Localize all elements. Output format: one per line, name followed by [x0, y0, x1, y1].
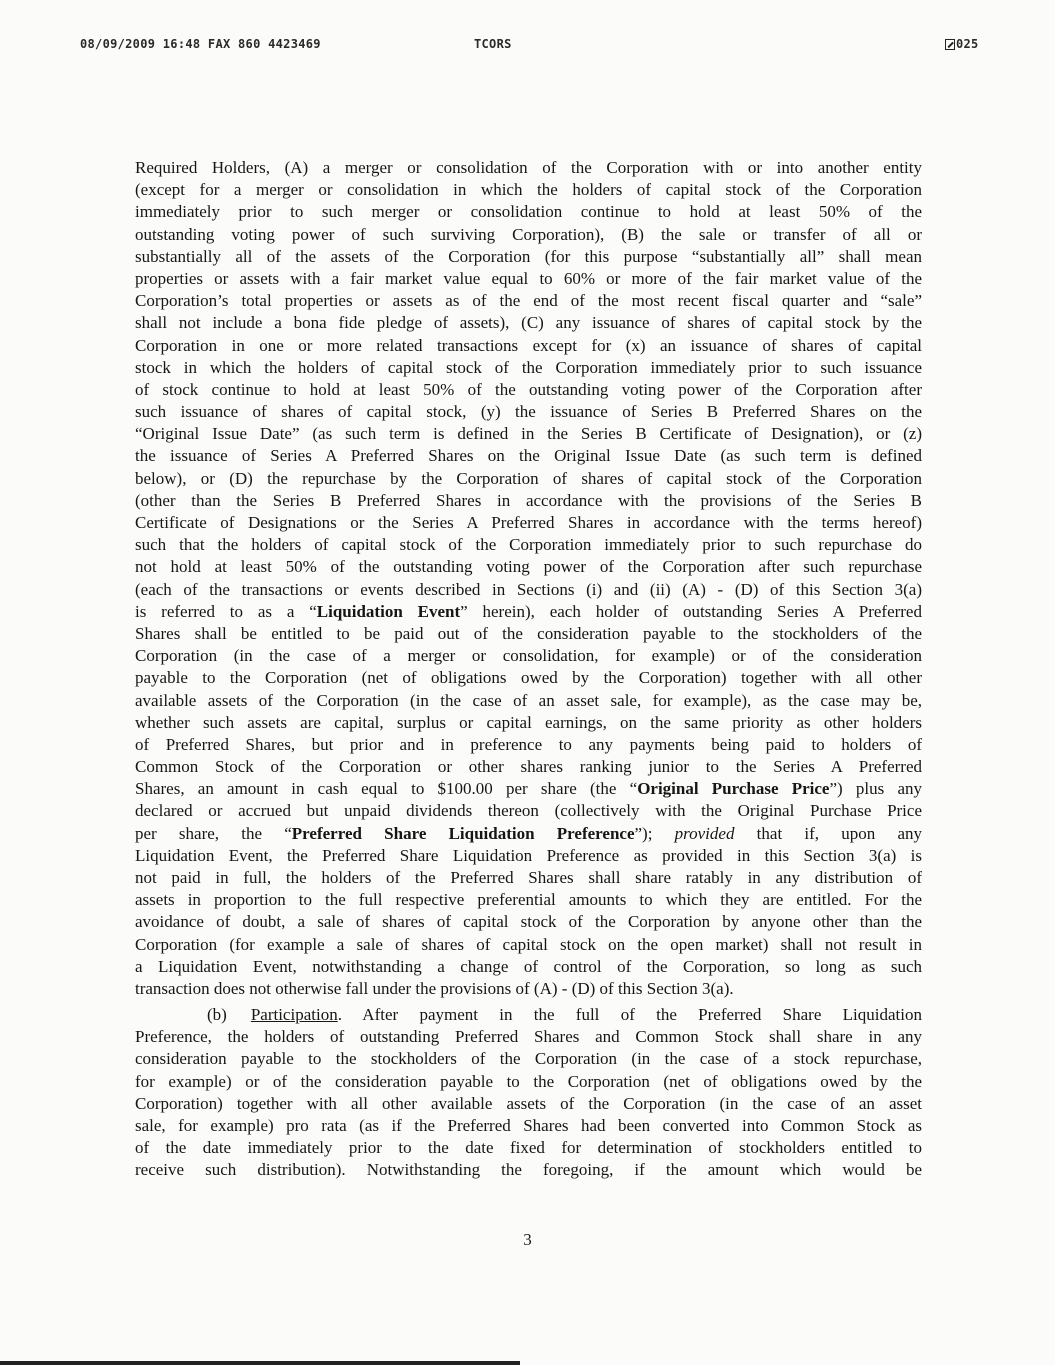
text-line [135, 445, 922, 467]
text-run: Common Stock of the Corporation or other shares ranking junior to the Series A Preferred [135, 757, 922, 777]
fax-sender: TCORS [474, 37, 512, 51]
text-line [135, 335, 922, 357]
text-run: Preference, the holders of outstanding Preferred Shares and Common Stock shall share in any [135, 1027, 922, 1047]
text-run: a Liquidation Event, notwithstanding a change of control of the Corporation, so long as such [135, 956, 922, 976]
text-run: properties or assets with a fair market value equal to 60% or more of the fair market value of the [135, 268, 922, 288]
text-line [135, 201, 922, 223]
defined-term: Original Purchase Price [637, 779, 830, 799]
text-line [135, 534, 922, 556]
text-run: is referred to as a “ [135, 601, 317, 621]
text-run: “Original Issue Date” (as such term is defined in the Series B Certificate of Designation), or (z) [135, 424, 922, 444]
text-run: Liquidation Event, the Preferred Share Liquidation Preference as provided in this Section 3(a) is [135, 845, 922, 865]
text-run: sale, for example) pro rata (as if the Preferred Shares had been converted into Common Stock as [135, 1115, 922, 1135]
text-run: (except for a merger or consolidation in which the holders of capital stock of the Corporation [135, 180, 922, 200]
fax-header-line: 08/09/2009 16:48 FAX 860 4423469 [80, 37, 321, 51]
text-run: of stock continue to hold at least 50% of the outstanding voting power of the Corporation after [135, 379, 922, 399]
text-line [135, 690, 922, 712]
text-line [135, 379, 922, 401]
text-line [135, 224, 922, 246]
text-line [135, 1093, 922, 1115]
text-run: that if, upon any [734, 823, 922, 843]
text-run: such issuance of shares of capital stock, (y) the issuance of Series B Preferred Shares on the [135, 402, 922, 422]
text-run: Corporation in one or more related transactions except for (x) an issuance of shares of capital [135, 335, 922, 355]
text-line [135, 1004, 922, 1026]
text-line [135, 179, 922, 201]
text-run: below), or (D) the repurchase by the Corporation of shares of capital stock of the Corporation [135, 468, 922, 488]
text-line [135, 601, 922, 623]
defined-term: Liquidation Event [316, 601, 461, 621]
text-line [135, 1115, 922, 1137]
text-run: Shares shall be entitled to be paid out of the consideration payable to the stockholders of the [135, 623, 922, 643]
fax-page-checkbox-icon [945, 39, 955, 50]
text-run: ”); [634, 823, 675, 843]
text-line [135, 512, 922, 534]
text-run: stock in which the holders of capital stock of the Corporation immediately prior to such issuance [135, 357, 922, 377]
text-run: available assets of the Corporation (in the case of an asset sale, for example), as the case may be, [135, 690, 922, 710]
text-line [135, 823, 922, 845]
text-run: transaction does not otherwise fall under the provisions of (A) - (D) of this Section 3(a). [135, 978, 734, 998]
text-line [135, 312, 922, 334]
text-run: ” herein), each holder of outstanding Series A Preferred [460, 601, 922, 621]
text-line [135, 645, 922, 667]
text-line [135, 1026, 922, 1048]
text-run: Corporation (in the case of a merger or consolidation, for example) or of the consideration [135, 646, 922, 666]
text-run: the issuance of Series A Preferred Shares on the Original Issue Date (as such term is defined [135, 446, 922, 466]
text-line [135, 1159, 922, 1181]
text-line [135, 490, 922, 512]
text-run: Certificate of Designations or the Series A Preferred Shares in accordance with the terms hereof) [135, 513, 922, 532]
text-run: receive such distribution). Notwithstanding the foregoing, if the amount which would be [135, 1160, 922, 1180]
text-run: shall not include a bona fide pledge of assets), (C) any issuance of shares of capital stock by the [135, 313, 922, 333]
text-run: . After payment in the full of the Preferred Share Liquidation [337, 1005, 922, 1024]
text-line [135, 1137, 922, 1159]
text-line [135, 867, 922, 889]
text-run: declared or accrued but unpaid dividends thereon (collectively with the Original Purchase Price [135, 801, 922, 821]
text-run: Corporation) together with all other available assets of the Corporation (in the case of an asset [135, 1093, 922, 1113]
text-run: such that the holders of capital stock of the Corporation immediately prior to such repurchase do [135, 535, 922, 555]
section-heading: Participation [250, 1005, 338, 1024]
text-line [135, 712, 922, 734]
page-number: 3 [523, 1230, 532, 1249]
scan-edge-mark [0, 1361, 520, 1365]
text-line [135, 956, 922, 978]
paragraph-liquidation-event [135, 157, 922, 1000]
text-line [135, 556, 922, 578]
text-run: substantially all of the assets of the Corporation (for this purpose “substantially all” shall mean [135, 246, 922, 266]
text-run: (other than the Series B Preferred Shares in accordance with the provisions of the Series B [135, 490, 922, 510]
text-line [135, 157, 922, 179]
text-line [135, 290, 922, 312]
text-run: of Preferred Shares, but prior and in preference to any payments being paid to holders of [135, 734, 922, 754]
text-line [135, 357, 922, 379]
text-line [135, 889, 922, 911]
text-line [135, 845, 922, 867]
text-run: ”) plus any [829, 779, 922, 799]
text-run: for example) or of the consideration payable to the Corporation (net of obligations owed by the [135, 1071, 922, 1091]
fax-page-code [945, 37, 979, 51]
text-line [135, 778, 922, 800]
text-run: per share, the “ [135, 823, 292, 843]
section-marker: (b) [207, 1005, 227, 1024]
text-run: outstanding voting power of such surviving Corporation), (B) the sale or transfer of all or [135, 224, 922, 244]
fax-page-number: 025 [956, 37, 979, 51]
text-run: assets in proportion to the full respective preferential amounts to which they are entitled. For the [135, 890, 922, 910]
text-run: of the date immediately prior to the date fixed for determination of stockholders entitled to [135, 1138, 922, 1158]
text-run: Shares, an amount in cash equal to $100.00 per share (the “ [135, 779, 638, 799]
text-run: whether such assets are capital, surplus or capital earnings, on the same priority as other holders [135, 712, 922, 732]
defined-term: Preferred Share Liquidation Preference [291, 823, 635, 843]
text-line [135, 800, 922, 822]
text-line [135, 1048, 922, 1070]
text-run: immediately prior to such merger or consolidation continue to hold at least 50% of the [135, 202, 922, 222]
text-line [135, 468, 922, 490]
text-run: Corporation’s total properties or assets as of the end of the most recent fiscal quarter and “sale” [135, 291, 922, 311]
text-line [135, 667, 922, 689]
text-line [135, 623, 922, 645]
text-run: avoidance of doubt, a sale of shares of capital stock of the Corporation by anyone other than the [135, 912, 922, 932]
text-line [135, 1071, 922, 1093]
text-run: consideration payable to the stockholders of the Corporation (in the case of a stock repurchase, [135, 1049, 922, 1069]
text-run: Corporation (for example a sale of shares of capital stock on the open market) shall not result in [135, 934, 922, 954]
text-run: Required Holders, (A) a merger or consolidation of the Corporation with or into another entity [135, 158, 922, 177]
text-run: (each of the transactions or events described in Sections (i) and (ii) (A) - (D) of this Section 3(a) [135, 579, 922, 599]
text-run: provided [674, 823, 735, 843]
text-line [135, 579, 922, 601]
text-run: payable to the Corporation (net of obligations owed by the Corporation) together with all other [135, 668, 922, 688]
text-line [135, 734, 922, 756]
text-line [135, 268, 922, 290]
text-line [135, 246, 922, 268]
text-line [135, 911, 922, 933]
text-line [135, 978, 922, 1000]
text-line [135, 756, 922, 778]
text-line [135, 934, 922, 956]
text-run: not paid in full, the holders of the Preferred Shares shall share ratably in any distribution of [135, 868, 922, 887]
paragraph-participation [135, 1004, 922, 1182]
text-line [135, 401, 922, 423]
text-line [135, 423, 922, 445]
text-run: not hold at least 50% of the outstanding voting power of the Corporation after such repurchase [135, 557, 922, 577]
